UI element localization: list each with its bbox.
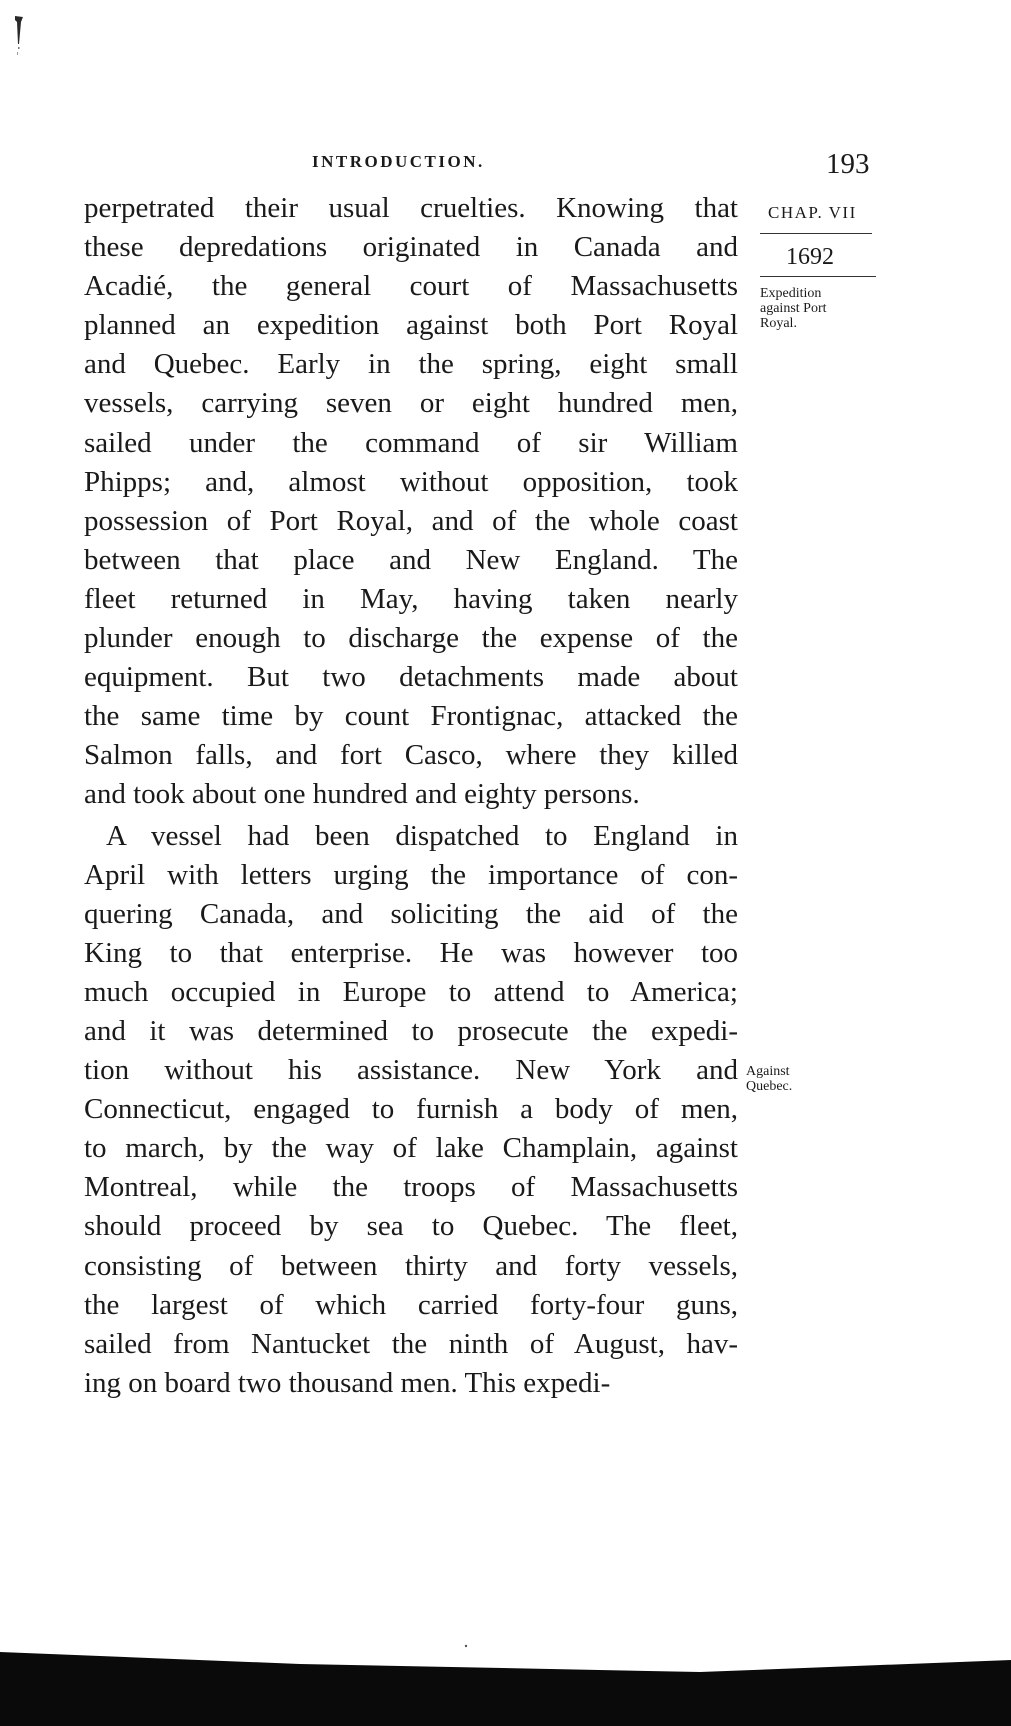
text-line: the same time by count Frontignac, attacked the xyxy=(84,700,738,733)
text-line: and Quebec. Early in the spring, eight small xyxy=(84,348,738,381)
text-line: April with letters urging the importance of con- xyxy=(84,858,738,891)
text-line: sailed from Nantucket the ninth of August, hav- xyxy=(84,1327,738,1360)
text-line: A vessel had been dispatched to England in xyxy=(106,819,738,852)
sidenote-line: Royal. xyxy=(760,316,797,331)
text-line: Phipps; and, almost without opposition, took xyxy=(84,465,738,498)
text-line: consisting of between thirty and forty vessels, xyxy=(84,1249,738,1282)
text-line: sailed under the command of sir William xyxy=(84,426,738,459)
running-head xyxy=(0,148,1011,188)
text-line: possession of Port Royal, and of the whole coast xyxy=(84,504,738,537)
running-title: INTRODUCTION. xyxy=(312,152,485,171)
margin-rule-top xyxy=(760,233,872,234)
text-line: and it was determined to prosecute the expedi- xyxy=(84,1014,738,1047)
margin-rule-bottom xyxy=(760,276,876,277)
paragraph-1 xyxy=(84,189,738,815)
text-line: much occupied in Europe to attend to America; xyxy=(84,975,738,1008)
text-line: ing on board two thousand men. This expedi- xyxy=(84,1366,611,1399)
text-line: tion without his assistance. New York and xyxy=(84,1054,738,1087)
scan-bottom-band xyxy=(0,1644,1011,1726)
sidenote-line: Expedition xyxy=(760,286,822,301)
text-line: Salmon falls, and fort Casco, where they killed xyxy=(84,739,738,772)
text-line: and took about one hundred and eighty persons. xyxy=(84,778,640,811)
text-line: planned an expedition against both Port Royal xyxy=(84,309,738,342)
body-text xyxy=(84,189,738,1403)
text-line: Montreal, while the troops of Massachusetts xyxy=(84,1171,738,1204)
sidenote-line: against Port xyxy=(760,301,827,316)
text-line: plunder enough to discharge the expense of the xyxy=(84,622,738,655)
text-line: Acadié, the general court of Massachusetts xyxy=(84,270,738,303)
text-line: to march, by the way of lake Champlain, against xyxy=(84,1132,738,1165)
sidenote-line: Against xyxy=(746,1064,790,1079)
text-line: perpetrated their usual cruelties. Knowing that xyxy=(84,192,738,224)
text-line: quering Canada, and soliciting the aid of the xyxy=(84,897,738,930)
text-line: between that place and New England. The xyxy=(84,543,738,576)
sidenote-expedition-port-royal xyxy=(760,286,827,331)
year-label: 1692 xyxy=(786,244,834,270)
text-line: fleet returned in May, having taken nearly xyxy=(84,582,738,615)
text-line: these depredations originated in Canada and xyxy=(84,231,738,264)
sidenote-line: Quebec. xyxy=(746,1079,793,1094)
text-line: King to that enterprise. He was however too xyxy=(84,936,738,969)
text-line: the largest of which carried forty-four guns, xyxy=(84,1288,738,1321)
text-line: should proceed by sea to Quebec. The fleet, xyxy=(84,1210,738,1243)
sidenote-against-quebec xyxy=(746,1064,792,1094)
text-line: Connecticut, engaged to furnish a body of men, xyxy=(84,1093,738,1126)
text-line: equipment. But two detachments made about xyxy=(84,661,738,694)
chapter-label: CHAP. VII xyxy=(768,203,857,222)
text-line: vessels, carrying seven or eight hundred men, xyxy=(84,387,738,420)
page-number: 193 xyxy=(826,148,870,180)
scan-edge-mark xyxy=(14,14,24,58)
paragraph-2 xyxy=(84,817,738,1403)
